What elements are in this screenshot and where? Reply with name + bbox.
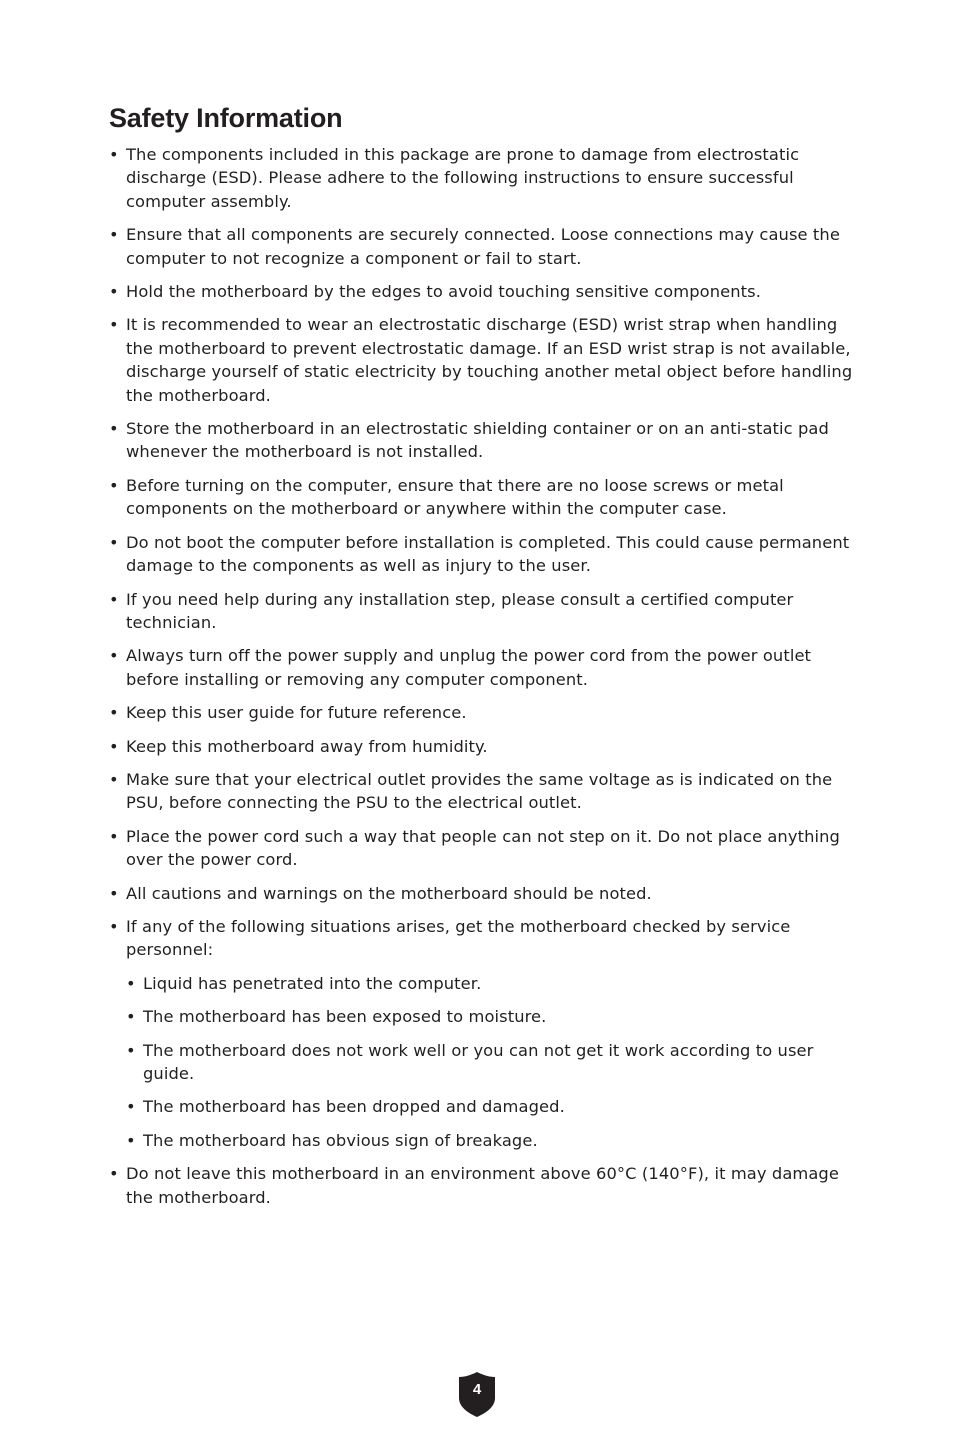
list-item: • Do not boot the computer before installation is completed. This could cause permanent damage to the components as well as injury to the user. [109, 531, 854, 578]
list-item: • If you need help during any installation step, please consult a certified computer technician. [109, 588, 854, 635]
list-item: • Do not leave this motherboard in an environment above 60°C (140°F), it may damage the motherboard. [109, 1162, 854, 1209]
list-item: • Ensure that all components are securely connected. Loose connections may cause the computer to not recognize a component or fail to start. [109, 223, 854, 270]
safety-list [109, 143, 854, 1219]
sub-list-item: • The motherboard has obvious sign of breakage. [126, 1129, 854, 1152]
list-item: • The components included in this package are prone to damage from electrostatic discharge (ESD). Please adhere to the following instructions to ensure successful computer assembly. [109, 143, 854, 213]
list-item: • Make sure that your electrical outlet provides the same voltage as is indicated on the PSU, before connecting the PSU to the electrical outlet. [109, 768, 854, 815]
sub-list-item: • The motherboard has been dropped and damaged. [126, 1095, 854, 1118]
list-item: • Store the motherboard in an electrostatic shielding container or on an anti-static pad whenever the motherboard is not installed. [109, 417, 854, 464]
page-number: 4 [472, 1381, 482, 1398]
list-item: • It is recommended to wear an electrostatic discharge (ESD) wrist strap when handling the motherboard to prevent electrostatic damage. If an ESD wrist strap is not available, discharge yourself of static electricity by touching another metal object before handling the motherboard. [109, 313, 854, 407]
list-item-text: If any of the following situations arises, get the motherboard checked by service personnel: [126, 916, 791, 960]
list-item: • Hold the motherboard by the edges to avoid touching sensitive components. [109, 280, 854, 303]
list-item: • Keep this motherboard away from humidity. [109, 735, 854, 758]
list-item: • Before turning on the computer, ensure that there are no loose screws or metal components on the motherboard or anywhere within the computer case. [109, 474, 854, 521]
sub-list [126, 972, 854, 1152]
list-item: • Keep this user guide for future reference. [109, 701, 854, 724]
list-item: • All cautions and warnings on the motherboard should be noted. [109, 882, 854, 905]
page-title: Safety Information [109, 103, 343, 133]
list-item: • Always turn off the power supply and unplug the power cord from the power outlet before installing or removing any computer component. [109, 644, 854, 691]
page-number-badge [458, 1371, 496, 1418]
sub-list-item: • The motherboard has been exposed to moisture. [126, 1005, 854, 1028]
list-item: • Place the power cord such a way that people can not step on it. Do not place anything over the power cord. [109, 825, 854, 872]
sub-list-item: • Liquid has penetrated into the computer. [126, 972, 854, 995]
sub-list-item: • The motherboard does not work well or you can not get it work according to user guide. [126, 1039, 854, 1086]
list-item-with-subitems [109, 915, 854, 1152]
